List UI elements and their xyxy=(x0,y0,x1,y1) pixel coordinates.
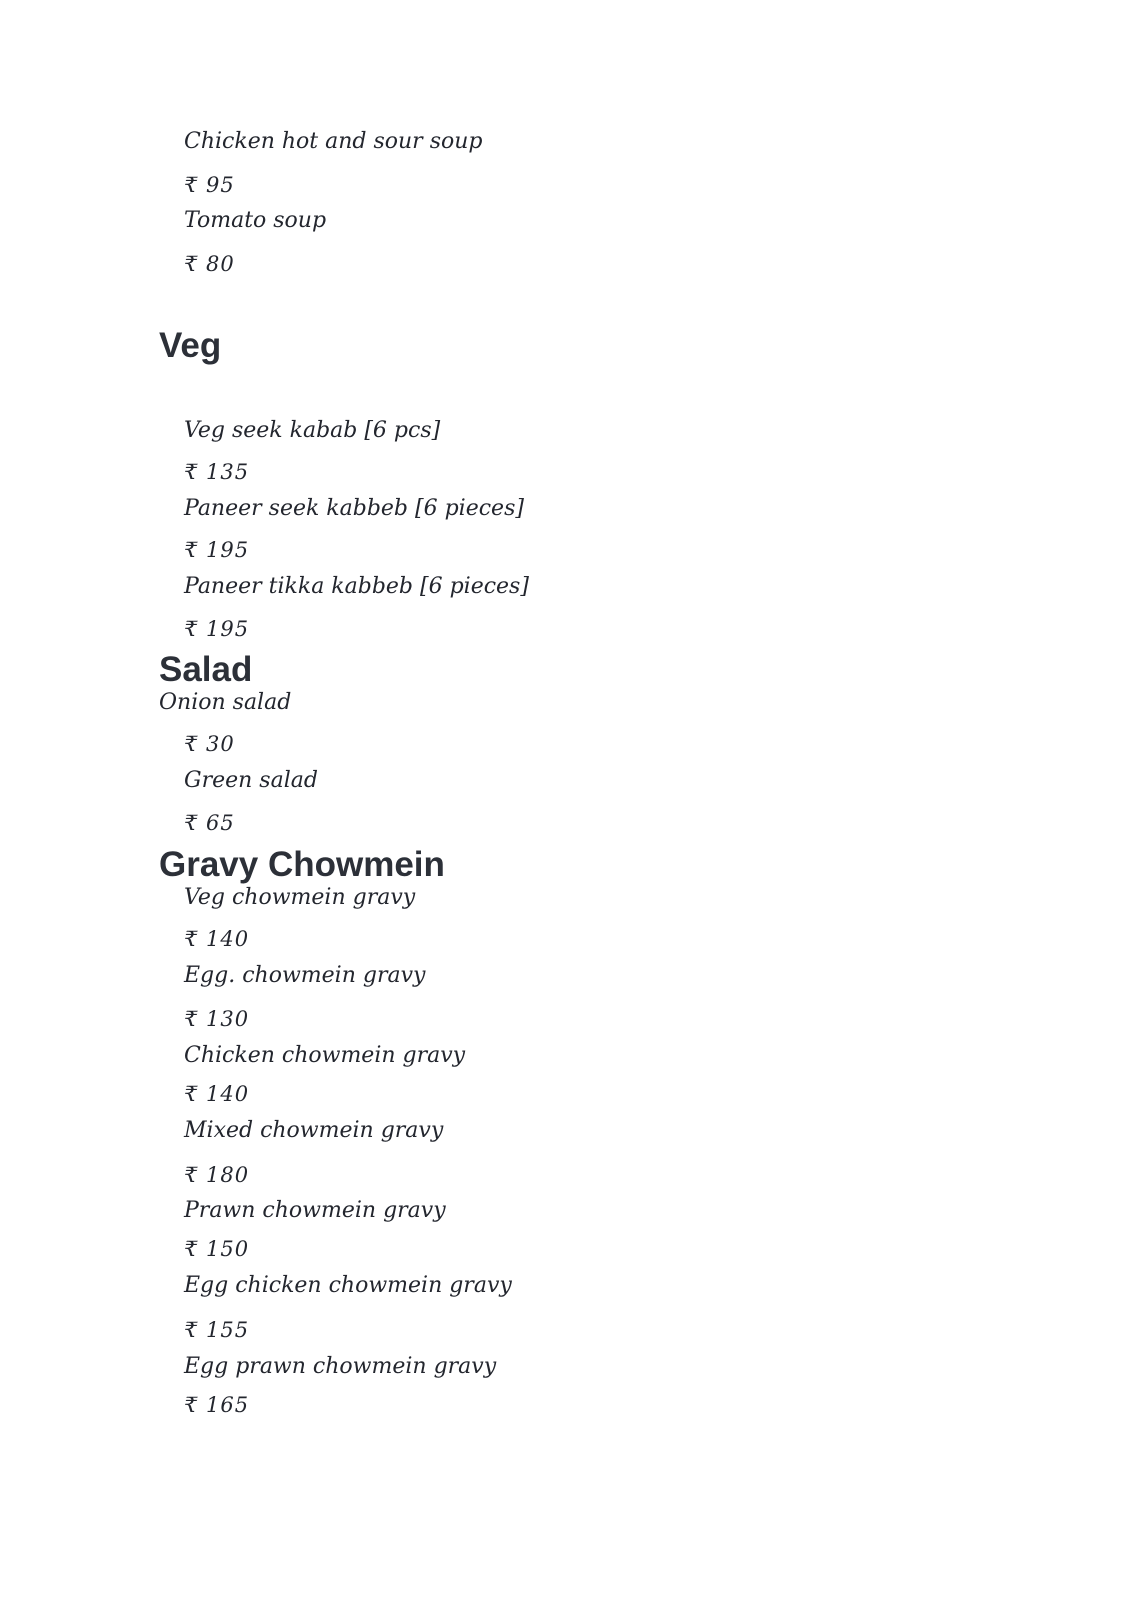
item-price: ₹ 140 xyxy=(184,927,250,951)
item-price: ₹ 130 xyxy=(184,1007,250,1031)
item-price: ₹ 65 xyxy=(184,811,235,835)
item-name: Egg. chowmein gravy xyxy=(184,963,426,988)
item-name: Chicken chowmein gravy xyxy=(184,1043,466,1068)
section-title-salad: Salad xyxy=(159,650,253,689)
item-price: ₹ 95 xyxy=(184,173,235,197)
item-name: Prawn chowmein gravy xyxy=(184,1198,446,1223)
section-title-veg: Veg xyxy=(159,326,222,365)
item-price: ₹ 140 xyxy=(184,1082,250,1106)
item-price: ₹ 80 xyxy=(184,252,235,276)
item-name: Veg chowmein gravy xyxy=(184,885,416,910)
item-price: ₹ 30 xyxy=(184,732,235,756)
item-price: ₹ 165 xyxy=(184,1393,250,1417)
item-price: ₹ 180 xyxy=(184,1163,250,1187)
item-name: Egg chicken chowmein gravy xyxy=(184,1273,512,1298)
section-title-gravy-chowmein: Gravy Chowmein xyxy=(159,845,445,884)
item-name: Paneer tikka kabbeb [6 pieces] xyxy=(184,574,529,599)
item-price: ₹ 195 xyxy=(184,617,250,641)
item-name: Egg prawn chowmein gravy xyxy=(184,1354,497,1379)
item-name: Veg seek kabab [6 pcs] xyxy=(184,418,441,443)
item-name: Chicken hot and sour soup xyxy=(184,129,483,154)
item-name: Mixed chowmein gravy xyxy=(184,1118,444,1143)
item-name: Tomato soup xyxy=(184,208,327,233)
item-price: ₹ 150 xyxy=(184,1237,250,1261)
item-price: ₹ 135 xyxy=(184,460,250,484)
item-price: ₹ 155 xyxy=(184,1318,250,1342)
item-price: ₹ 195 xyxy=(184,538,250,562)
item-name: Onion salad xyxy=(159,690,292,715)
item-name: Paneer seek kabbeb [6 pieces] xyxy=(184,496,524,521)
item-name: Green salad xyxy=(184,768,318,793)
